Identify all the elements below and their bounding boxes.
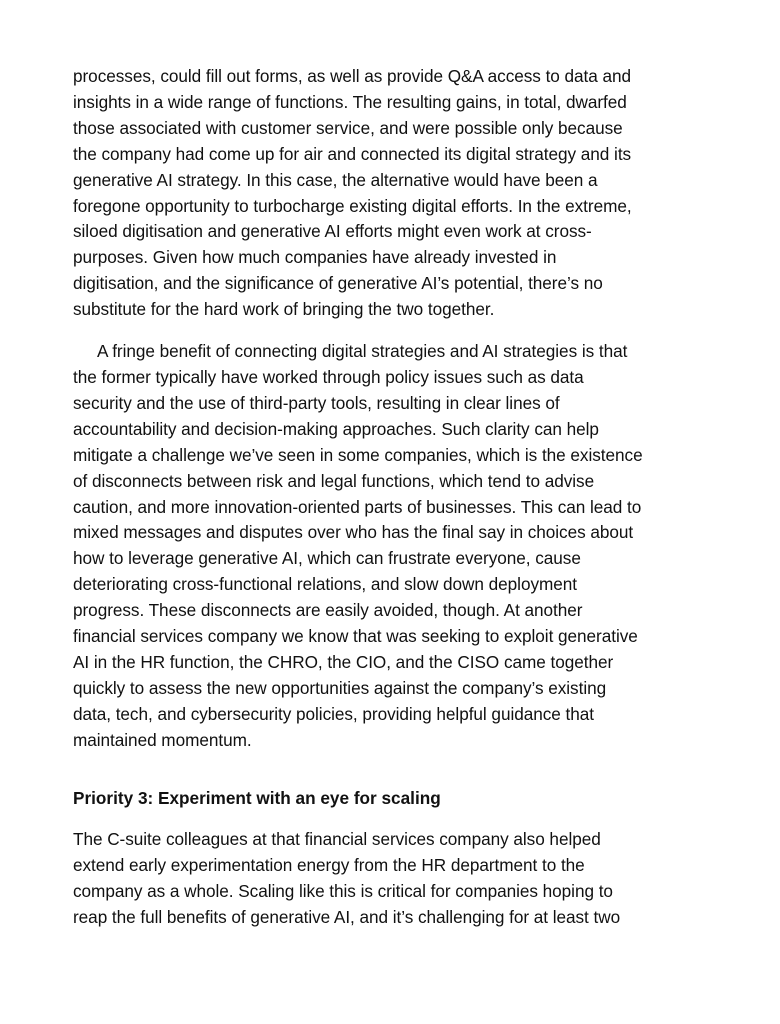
paragraph-1 xyxy=(73,64,713,323)
paragraph-line: digitisation, and the significance of generative AI’s potential, there’s no xyxy=(73,273,603,294)
paragraph-line: purposes. Given how much companies have already invested in xyxy=(73,247,557,268)
paragraph-line: generative AI strategy. In this case, the alternative would have been a xyxy=(73,169,598,190)
paragraph-line: how to leverage generative AI, which can frustrate everyone, cause xyxy=(73,548,581,569)
paragraph-line: caution, and more innovation-oriented parts of businesses. This can lead to xyxy=(73,496,642,517)
paragraph-line: maintained momentum. xyxy=(73,729,252,750)
paragraph-line: the former typically have worked through policy issues such as data xyxy=(73,366,584,387)
section-heading: Priority 3: Experiment with an eye for scaling xyxy=(73,787,441,808)
paragraph-line: A fringe benefit of connecting digital strategies and AI strategies is that xyxy=(97,341,628,362)
paragraph-line: substitute for the hard work of bringing the two together. xyxy=(73,299,495,320)
paragraph-3 xyxy=(73,827,713,931)
paragraph-line: of disconnects between risk and legal functions, which tend to advise xyxy=(73,470,595,491)
paragraph-line: those associated with customer service, and were possible only because xyxy=(73,117,623,138)
paragraph-line: the company had come up for air and connected its digital strategy and its xyxy=(73,143,632,164)
paragraph-line: security and the use of third-party tools, resulting in clear lines of xyxy=(73,392,560,413)
paragraph-line: processes, could fill out forms, as well as provide Q&A access to data and xyxy=(73,66,632,86)
paragraph-line: foregone opportunity to turbocharge existing digital efforts. In the extreme, xyxy=(73,195,632,216)
paragraph-line: financial services company we know that was seeking to exploit generative xyxy=(73,626,638,647)
paragraph-line: The C-suite colleagues at that financial services company also helped xyxy=(73,829,601,850)
paragraph-line: quickly to assess the new opportunities against the company’s existing xyxy=(73,677,607,698)
paragraph-line: accountability and decision-making approaches. Such clarity can help xyxy=(73,418,599,439)
paragraph-line: data, tech, and cybersecurity policies, providing helpful guidance that xyxy=(73,703,594,724)
document-page xyxy=(73,64,713,931)
paragraph-line: mitigate a challenge we’ve seen in some companies, which is the existence xyxy=(73,444,643,465)
paragraph-2 xyxy=(73,339,713,754)
paragraph-line: insights in a wide range of functions. The resulting gains, in total, dwarfed xyxy=(73,91,627,112)
paragraph-line: progress. These disconnects are easily avoided, though. At another xyxy=(73,600,583,621)
paragraph-line: mixed messages and disputes over who has the final say in choices about xyxy=(73,522,634,543)
paragraph-line: extend early experimentation energy from the HR department to the xyxy=(73,855,585,876)
paragraph-line: reap the full benefits of generative AI, and it’s challenging for at least two xyxy=(73,907,621,928)
paragraph-line: AI in the HR function, the CHRO, the CIO, and the CISO came together xyxy=(73,651,614,672)
paragraph-line: siloed digitisation and generative AI efforts might even work at cross- xyxy=(73,221,592,242)
paragraph-line: company as a whole. Scaling like this is critical for companies hoping to xyxy=(73,881,613,902)
paragraph-line: deteriorating cross-functional relations, and slow down deployment xyxy=(73,574,578,595)
